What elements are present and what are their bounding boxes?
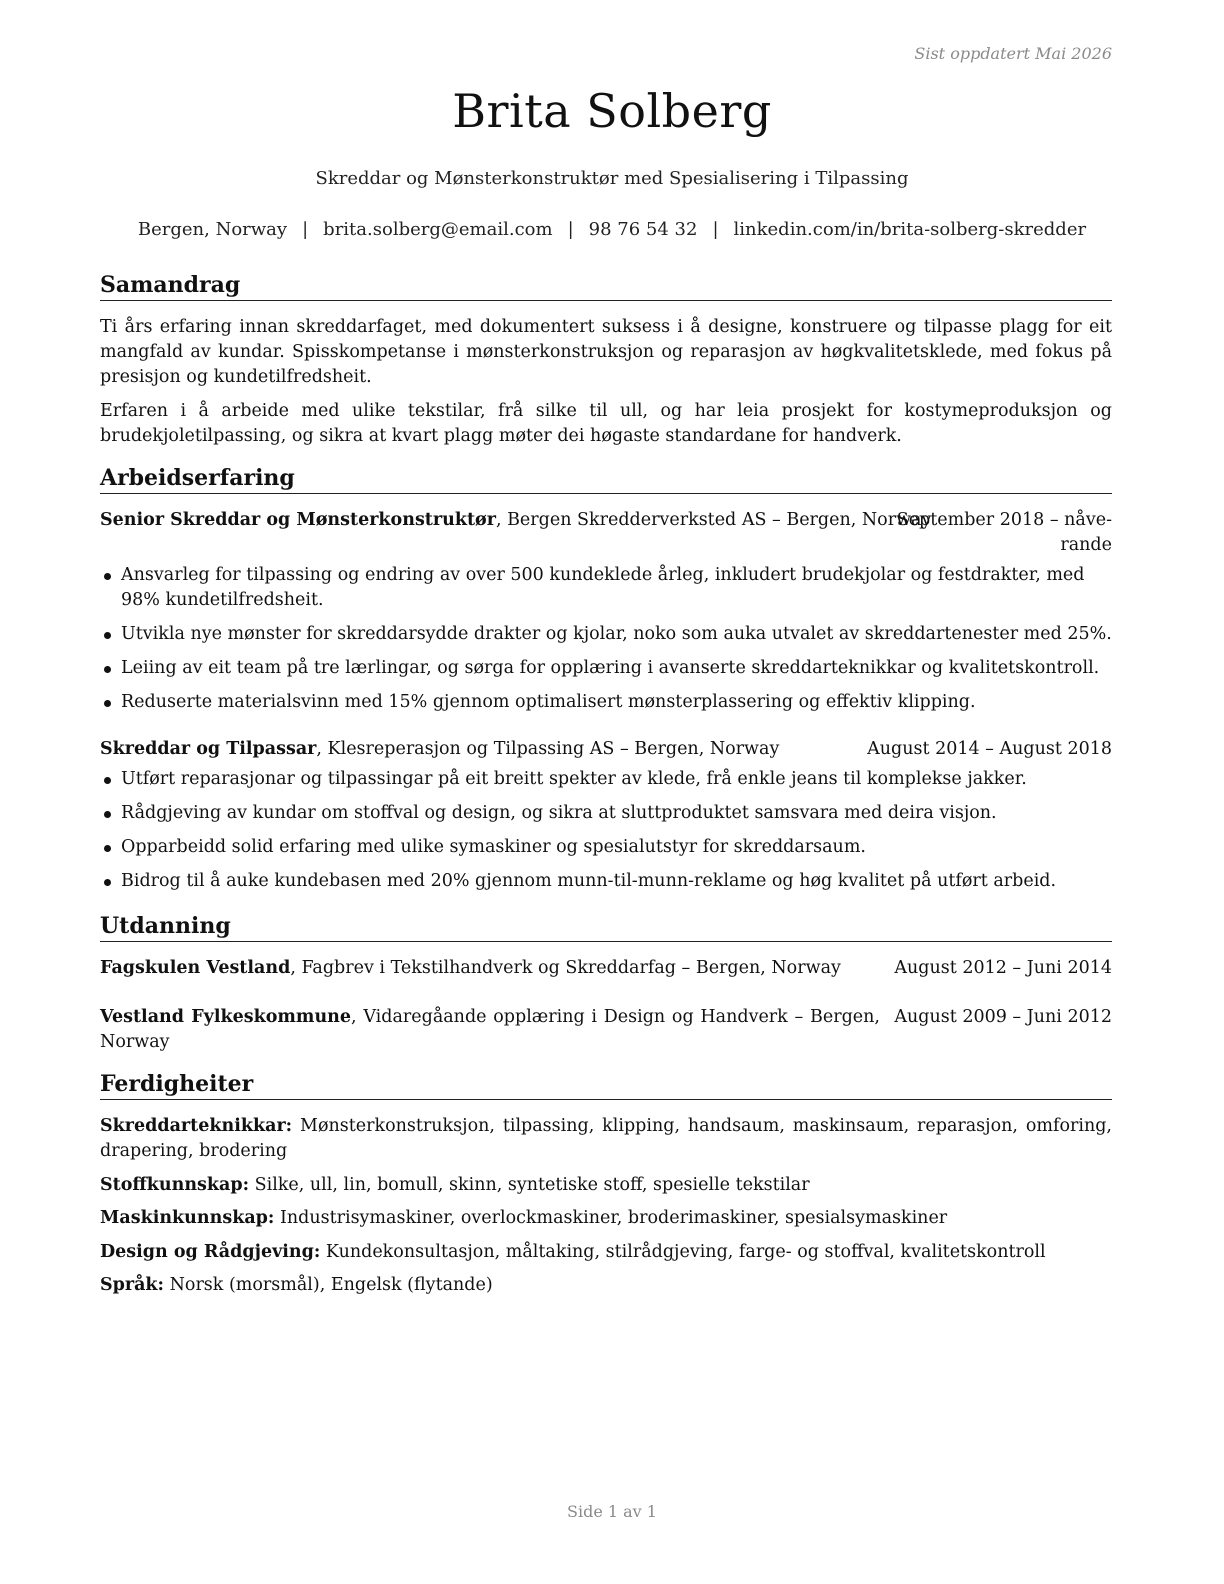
skill-row [100, 1240, 1112, 1265]
education-detail: , Vidaregåande opplæring i Design og Handverk – Bergen, Norway [100, 1007, 880, 1052]
contact-email[interactable]: brita.solberg@email.com [323, 219, 553, 240]
list-item: Utført reparasjonar og tilpassingar på eit breitt spekter av klede, frå enkle jeans til komplekse jakker. [100, 767, 1112, 792]
job-date: August 2014 – August 2018 [867, 739, 1112, 759]
job-header [100, 737, 1112, 762]
contact-linkedin[interactable]: linkedin.com/in/brita-solberg-skredder [733, 219, 1087, 240]
skill-row [100, 1206, 1112, 1231]
education-date: August 2012 – Juni 2014 [894, 958, 1112, 978]
skill-row [100, 1173, 1112, 1198]
education-entry [100, 1005, 1112, 1055]
skill-label: Språk: [100, 1275, 165, 1295]
skill-label: Design og Rådgjeving: [100, 1242, 321, 1262]
job-employer: , Klesreperasjon og Tilpassing AS – Bergen, Norway [316, 739, 780, 759]
section-title-experience: Arbeidserfaring [100, 464, 1112, 494]
tagline: Skreddar og Mønsterkonstruktør med Spesialisering i Tilpassing [315, 168, 909, 189]
page-number: Side 1 av 1 [567, 1502, 657, 1521]
contact-separator: | [302, 219, 309, 240]
list-item: Rådgjeving av kundar om stoffval og design, og sikra at sluttproduktet samsvara med deira visjon. [100, 801, 1112, 826]
education-detail: , Fagbrev i Tekstilhandverk og Skreddarfag – Bergen, Norway [290, 958, 841, 978]
job-bullets [100, 767, 1112, 903]
education-school: Fagskulen Vestland [100, 958, 291, 978]
skill-value: Silke, ull, lin, bomull, skinn, syntetiske stoff, spesielle tekstilar [249, 1175, 810, 1195]
contact-separator: | [567, 219, 574, 240]
contact-separator: | [712, 219, 719, 240]
job-role: Skreddar og Tilpassar [100, 739, 317, 759]
list-item: Reduserte materialsvinn med 15% gjennom optimalisert mønsterplassering og effektiv klipping. [100, 690, 1112, 715]
person-name: Brita Solberg [452, 84, 772, 138]
education-date: August 2009 – Juni 2012 [894, 1007, 1112, 1027]
job-header [100, 508, 1112, 555]
skill-label: Maskinkunnskap: [100, 1208, 275, 1228]
job-employer: , Bergen Skredderverksted AS – Bergen, Norway [495, 510, 932, 530]
skill-label: Skreddarteknikkar: [100, 1116, 293, 1136]
skill-row [100, 1114, 1112, 1164]
job-role: Senior Skreddar og Mønsterkonstruktør [100, 510, 496, 530]
list-item: Leiing av eit team på tre lærlingar, og sørga for opplæring i avanserte skreddarteknikkar og kvalitetskontroll. [100, 656, 1112, 681]
skill-label: Stoffkunnskap: [100, 1175, 250, 1195]
section-title-skills: Ferdigheiter [100, 1070, 1112, 1100]
skill-value: Norsk (morsmål), Engelsk (flytande) [164, 1275, 493, 1295]
section-title-education: Utdanning [100, 912, 1112, 942]
summary-paragraph-2: Erfaren i å arbeide med ulike tekstilar, frå silke til ull, og har leia prosjekt for kostymeproduksjon og brudekjoletilpassing, og sikra at kvart plagg møter dei høgaste standardane for handverk. [100, 401, 1112, 446]
education-entry [100, 956, 1112, 981]
list-item: Utvikla nye mønster for skreddarsydde drakter og kjolar, noko som auka utvalet av skreddartenester med 25%. [100, 622, 1112, 647]
summary-paragraph-1: Ti års erfaring innan skreddarfaget, med dokumentert suksess i å designe, konstruere og tilpasse plagg for eit mangfald av kundar. Spisskompetanse i mønsterkonstruksjon og reparasjon av høgkvalitetsklede, med fokus på presisjon og kundetilfredsheit. [100, 317, 1112, 387]
skill-row [100, 1273, 1112, 1298]
last-updated: Sist oppdatert Mai 2026 [914, 44, 1112, 63]
contact-location: Bergen, Norway [137, 219, 288, 240]
list-item: Ansvarleg for tilpassing og endring av over 500 kundeklede årleg, inkludert brudekjolar og festdrakter, med 98% kundetilfredsheit. [100, 563, 1112, 613]
skill-value: Kundekonsultasjon, måltaking, stilrådgjeving, farge- og stoffval, kvalitetskontroll [320, 1242, 1046, 1262]
job-date-line-1: September 2018 – nåve- [896, 510, 1112, 530]
contact-line [0, 219, 1224, 240]
job-bullets [100, 563, 1112, 724]
skill-value: Mønsterkonstruksjon, tilpassing, klipping, handsaum, maskinsaum, reparasjon, omforing, drapering, brodering [100, 1116, 1112, 1161]
list-item: Bidrog til å auke kundebasen med 20% gjennom munn-til-munn-reklame og høg kvalitet på utført arbeid. [100, 869, 1112, 894]
education-school: Vestland Fylkeskommune [100, 1007, 352, 1027]
list-item: Opparbeidd solid erfaring med ulike symaskiner og spesialutstyr for skreddarsaum. [100, 835, 1112, 860]
skill-value: Industrisymaskiner, overlockmaskiner, broderimaskiner, spesialsymaskiner [274, 1208, 948, 1228]
job-date-line-2: rande [1060, 535, 1112, 555]
job-date [897, 508, 1112, 558]
section-title-summary: Samandrag [100, 271, 1112, 301]
contact-phone: 98 76 54 32 [588, 219, 698, 240]
